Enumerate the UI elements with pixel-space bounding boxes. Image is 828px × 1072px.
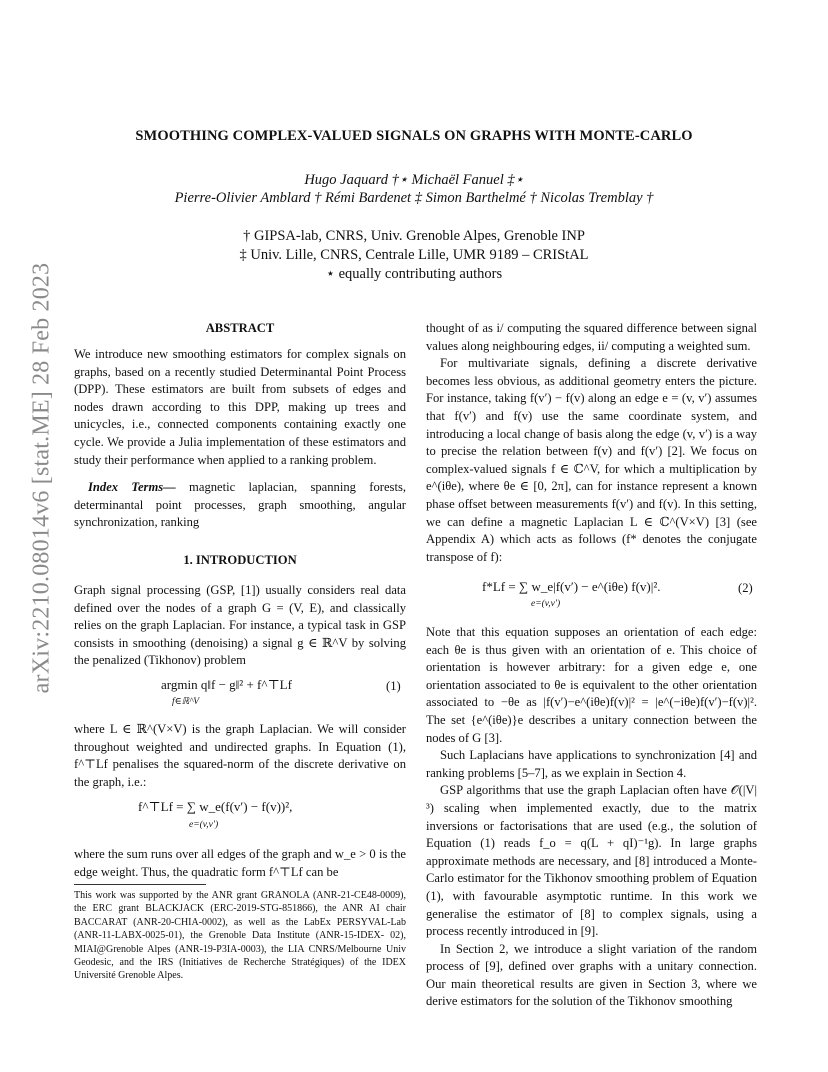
affiliation-lille: ‡ Univ. Lille, CNRS, Centrale Lille, UMR 9189 – CRIStAL [239, 247, 589, 263]
right-text-6: In Section 2, we introduce a slight variation of the random process of [9], defined over graphs with a unitary connection. Our main theoretical results are given in Section 3, where we derive estimators for the solution of the Tikhonov smoothing [426, 941, 757, 1009]
right-text-1: thought of as i/ computing the squared difference between signal values along neighbouring edges, ii/ computing a weighted sum. [426, 321, 757, 353]
authors-line-1: Hugo Jaquard †⋆ Michaël Fanuel ‡⋆ [304, 172, 524, 188]
right-text-2: For multivariate signals, defining a discrete derivative becomes less obvious, as additional geometry enters the picture. For instance, taking f(v′) − f(v) along an edge e = (v, v′) assumes that f(v′) and f(v) use the same coordinate system, and introducing a local change of basis along the edge (v, v′) is a way to precise the relation between f(v) and f(v′) [2]. We focus on complex-valued signals f ∈ ℂ^V, for which a multiplication by e^(iθe), where θe ∈ [0, 2π], can for instance represent a known phase offset between measurements f(v′) and f(v). In this setting, we can define a magnetic Laplacian L ∈ ℂ^(V×V) [3] (see Appendix A) which acts as follows (f* denotes the conjugate transpose of f): [426, 356, 757, 564]
intro-heading-block [74, 552, 406, 570]
affiliation-gipsa: † GIPSA-lab, CNRS, Univ. Grenoble Alpes, Grenoble INP [243, 228, 585, 244]
right-text-5: GSP algorithms that use the graph Laplacian often have 𝒪(|V|³) scaling when implemented exactly, due to the matrix inversions or factorisations that are used (e.g., the solution of Equation (1) reads f_o = q(L + qI)⁻¹g). In large graphs approximate methods are necessary, and [8] introduced a Monte-Carlo estimator for the Tikhonov smoothing problem of Equation (1), with favourable asymptotic runtime. In this work we generalise the estimator of [8] to complex signals, using a process recently introduced in [9]. [426, 783, 757, 939]
intro-paragraph-3 [74, 846, 406, 881]
arxiv-identifier[interactable]: arXiv:2210.08014v6 [stat.ME] 28 Feb 2023 [28, 262, 55, 694]
affiliation-equal-contribution: ⋆ equally contributing authors [325, 266, 503, 282]
index-terms-label: Index Terms— [88, 480, 176, 495]
laplacian-quadratic-form-equation: f^⊤Lf = ∑ w_e(f(v′) − f(v))², [138, 799, 293, 814]
arxiv-sidebar-stamp [22, 262, 62, 694]
footnote-rule [74, 884, 206, 885]
intro-text-1: Graph signal processing (GSP, [1]) usually considers real data defined over the nodes of a graph G = (V, E), and classically relies on the graph Laplacian. For instance, a typical task in GSP consists in smoothing (denoising) a signal g ∈ ℝ^V by solving the penalized (Tikhonov) problem [74, 583, 406, 668]
equation-1-number: (1) [386, 679, 401, 693]
right-text-3: Note that this equation supposes an orientation of each edge: each θe is thus given with an orientation of e. This choice of orientation is however arbitrary: for a given edge e, one orientation associated to θe is equivalent to the other orientation associated to −θe as |f(v′)−e^(iθe)f(v)|² = |e^(−iθe)f(v′)−f(v)|². The set {e^(iθe)}e describes a unitary connection between the nodes of G [3]. [426, 625, 757, 745]
equation-2: f*Lf = ∑ w_e|f(v′) − e^(iθe) f(v)|². [482, 579, 661, 594]
right-text-4: Such Laplacians have applications to synchronization [4] and ranking problems [5–7], as we explain in Section 4. [426, 748, 757, 780]
index-terms-text: magnetic laplacian, spanning forests, determinantal point processes, graph smoothing, angular synchronization, ranking [74, 480, 406, 530]
intro-text-3: where the sum runs over all edges of the graph and w_e > 0 is the edge weight. Thus, the quadratic form f^⊤Lf can be [74, 847, 406, 879]
laplacian-equation-subscript: e=(v,v′) [189, 820, 219, 830]
equation-2-number: (2) [738, 581, 753, 595]
intro-text-2: where L ∈ ℝ^(V×V) is the graph Laplacian. We will consider throughout weighted and undirected graphs. In Equation (1), f^⊤Lf penalises the squared-norm of the discrete derivative on the graph, i.e.: [74, 722, 406, 789]
right-column-top [426, 320, 757, 566]
equation-2-subscript: e=(v,v′) [531, 599, 561, 609]
right-column-bottom [426, 624, 757, 1011]
paper-title: SMOOTHING COMPLEX-VALUED SIGNALS ON GRAPHS WITH MONTE-CARLO [135, 128, 693, 144]
abstract-text: We introduce new smoothing estimators for complex signals on graphs, based on a recently studied Determinantal Point Process (DPP). These estimators are built from subsets of edges and nodes drawn according to this DPP, making up trees and unicycles, i.e., connected components containing exactly one cycle. We provide a Julia implementation of these estimators and study their performance when applied to a ranking problem. [74, 347, 406, 467]
abstract-block [74, 346, 406, 532]
funding-footnote: This work was supported by the ANR grant GRANOLA (ANR-21-CE48-0009), the ERC grant BLACKJACK (ERC-2019-STG-851866), the ANR AI chair BACCARAT (ANR-20-CHIA-0002), as well as the LabEx PERSYVAL-Lab (ANR-11-LABX-0025-01), the Grenoble Data Institute (ANR-15-IDEX- 02), MIAI@Grenoble Alpes (ANR-19-P3IA-0003), the LIA CNRS/Melbourne Univ Geodesic, and the IRS (Initiatives de Recherche Stratégiques) of the IDEX Université Grenoble Alpes. [74, 890, 406, 982]
intro-heading: 1. INTRODUCTION [183, 553, 297, 567]
intro-paragraph-1 [74, 582, 406, 670]
equation-1-subscript: f∈ℝ^V [172, 697, 200, 707]
equation-1: argmin q‖f − g‖² + f^⊤Lf [161, 677, 292, 692]
intro-paragraph-2 [74, 721, 406, 791]
abstract-heading: ABSTRACT [205, 321, 275, 335]
index-terms [74, 479, 406, 532]
abstract-heading-block [74, 320, 406, 338]
authors-line-2: Pierre-Olivier Amblard † Rémi Bardenet ‡ Simon Barthelmé † Nicolas Tremblay † [174, 190, 654, 206]
